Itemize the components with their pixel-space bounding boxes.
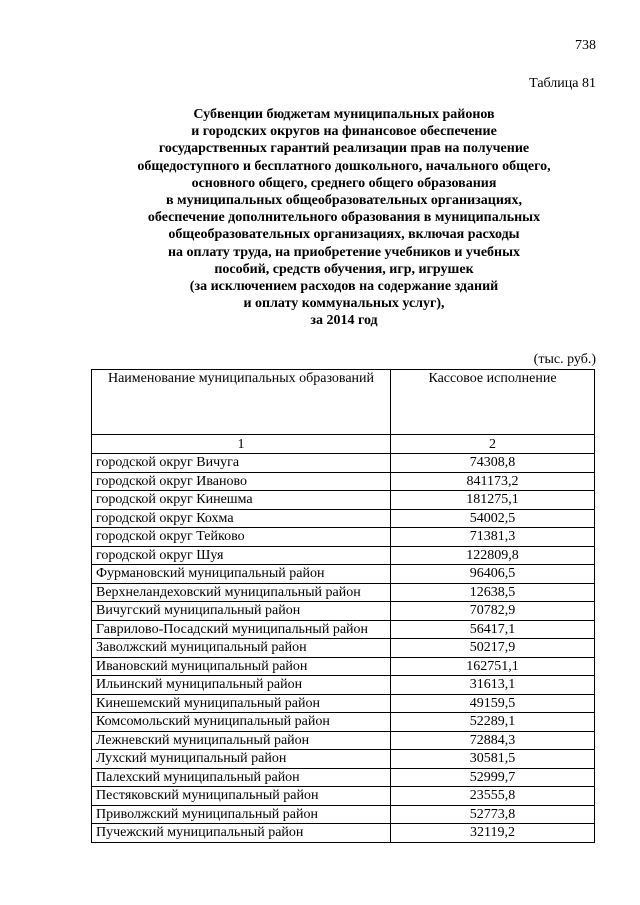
table-row (92, 805, 595, 824)
cash-execution-value: 96406,5 (391, 565, 595, 584)
table-row (92, 639, 595, 658)
table-row (92, 731, 595, 750)
table-row (92, 472, 595, 491)
cash-execution-value: 56417,1 (391, 620, 595, 639)
title-line: за 2014 год (310, 313, 378, 329)
cash-execution-value: 70782,9 (391, 602, 595, 621)
municipality-name: Вичугский муниципальный район (92, 602, 391, 621)
cash-execution-value: 32119,2 (391, 824, 595, 843)
cash-execution-value: 54002,5 (391, 509, 595, 528)
table-row (92, 768, 595, 787)
title-line: обеспечение дополнительного образования в муниципальных (147, 210, 541, 226)
cash-execution-value: 52773,8 (391, 805, 595, 824)
cash-execution-value: 12638,5 (391, 583, 595, 602)
document-title (100, 106, 588, 330)
municipality-name: Гаврилово-Посадский муниципальный район (92, 620, 391, 639)
municipality-name: Заволжский муниципальный район (92, 639, 391, 658)
cash-execution-value: 52999,7 (391, 768, 595, 787)
municipality-name: Пучежский муниципальный район (92, 824, 391, 843)
municipality-name: городской округ Тейково (92, 528, 391, 547)
column-header-value: Кассовое исполнение (391, 370, 595, 435)
municipality-name: Ильинский муниципальный район (92, 676, 391, 695)
table-row (92, 528, 595, 547)
cash-execution-value: 31613,1 (391, 676, 595, 695)
cash-execution-value: 122809,8 (391, 546, 595, 565)
table-row (92, 787, 595, 806)
table-row (92, 602, 595, 621)
table-row (92, 565, 595, 584)
municipality-name: Комсомольский муниципальный район (92, 713, 391, 732)
page-number: 738 (575, 38, 596, 53)
table-row (92, 676, 595, 695)
title-line: основного общего, среднего общего образования (191, 175, 497, 191)
units-note: (тыс. руб.) (533, 352, 596, 367)
table-row (92, 694, 595, 713)
title-line: и городских округов на финансовое обеспечение (191, 124, 497, 140)
column-header-name: Наименование муниципальных образований (92, 370, 391, 435)
table-row (92, 546, 595, 565)
cash-execution-value: 49159,5 (391, 694, 595, 713)
cash-execution-value: 181275,1 (391, 491, 595, 510)
municipality-name: городской округ Кохма (92, 509, 391, 528)
municipality-name: городской округ Вичуга (92, 454, 391, 473)
municipality-name: Лежневский муниципальный район (92, 731, 391, 750)
table-row (92, 491, 595, 510)
municipality-name: городской округ Кинешма (92, 491, 391, 510)
table-row (92, 454, 595, 473)
column-number-row (92, 435, 595, 454)
municipality-name: Верхнеландеховский муниципальный район (92, 583, 391, 602)
municipality-name: городской округ Шуя (92, 546, 391, 565)
table-row (92, 620, 595, 639)
cash-execution-value: 50217,9 (391, 639, 595, 658)
table-row (92, 750, 595, 769)
municipality-name: Палехский муниципальный район (92, 768, 391, 787)
title-line: на оплату труда, на приобретение учебников и учебных (167, 244, 521, 260)
municipality-name: Ивановский муниципальный район (92, 657, 391, 676)
table-row (92, 713, 595, 732)
title-line: пособий, средств обучения, игр, игрушек (214, 261, 474, 277)
table-row (92, 657, 595, 676)
title-line: в муниципальных общеобразовательных организациях, (166, 193, 522, 209)
title-line: и оплату коммунальных услуг), (243, 296, 445, 312)
table-header-row (92, 370, 595, 435)
cash-execution-value: 30581,5 (391, 750, 595, 769)
cash-execution-value: 72884,3 (391, 731, 595, 750)
municipality-name: городской округ Иваново (92, 472, 391, 491)
municipality-name: Пестяковский муниципальный район (92, 787, 391, 806)
table-row (92, 583, 595, 602)
table-row (92, 509, 595, 528)
title-line: общеобразовательных организациях, включая расходы (168, 227, 520, 243)
column-number-1: 1 (92, 435, 391, 454)
cash-execution-value: 841173,2 (391, 472, 595, 491)
title-line: Субвенции бюджетам муниципальных районов (193, 107, 495, 122)
title-line: общедоступного и бесплатного дошкольного, начального общего, (137, 158, 551, 174)
municipality-name: Приволжский муниципальный район (92, 805, 391, 824)
cash-execution-value: 74308,8 (391, 454, 595, 473)
cash-execution-value: 162751,1 (391, 657, 595, 676)
table-label: Таблица 81 (529, 76, 596, 91)
cash-execution-value: 52289,1 (391, 713, 595, 732)
title-line: государственных гарантий реализации прав на получение (158, 141, 530, 157)
column-number-2: 2 (391, 435, 595, 454)
municipality-name: Фурмановский муниципальный район (92, 565, 391, 584)
subventions-table (91, 369, 595, 843)
municipality-name: Лухский муниципальный район (92, 750, 391, 769)
table-row (92, 824, 595, 843)
municipality-name: Кинешемский муниципальный район (92, 694, 391, 713)
cash-execution-value: 23555,8 (391, 787, 595, 806)
cash-execution-value: 71381,3 (391, 528, 595, 547)
title-line: (за исключением расходов на содержание зданий (189, 279, 499, 295)
